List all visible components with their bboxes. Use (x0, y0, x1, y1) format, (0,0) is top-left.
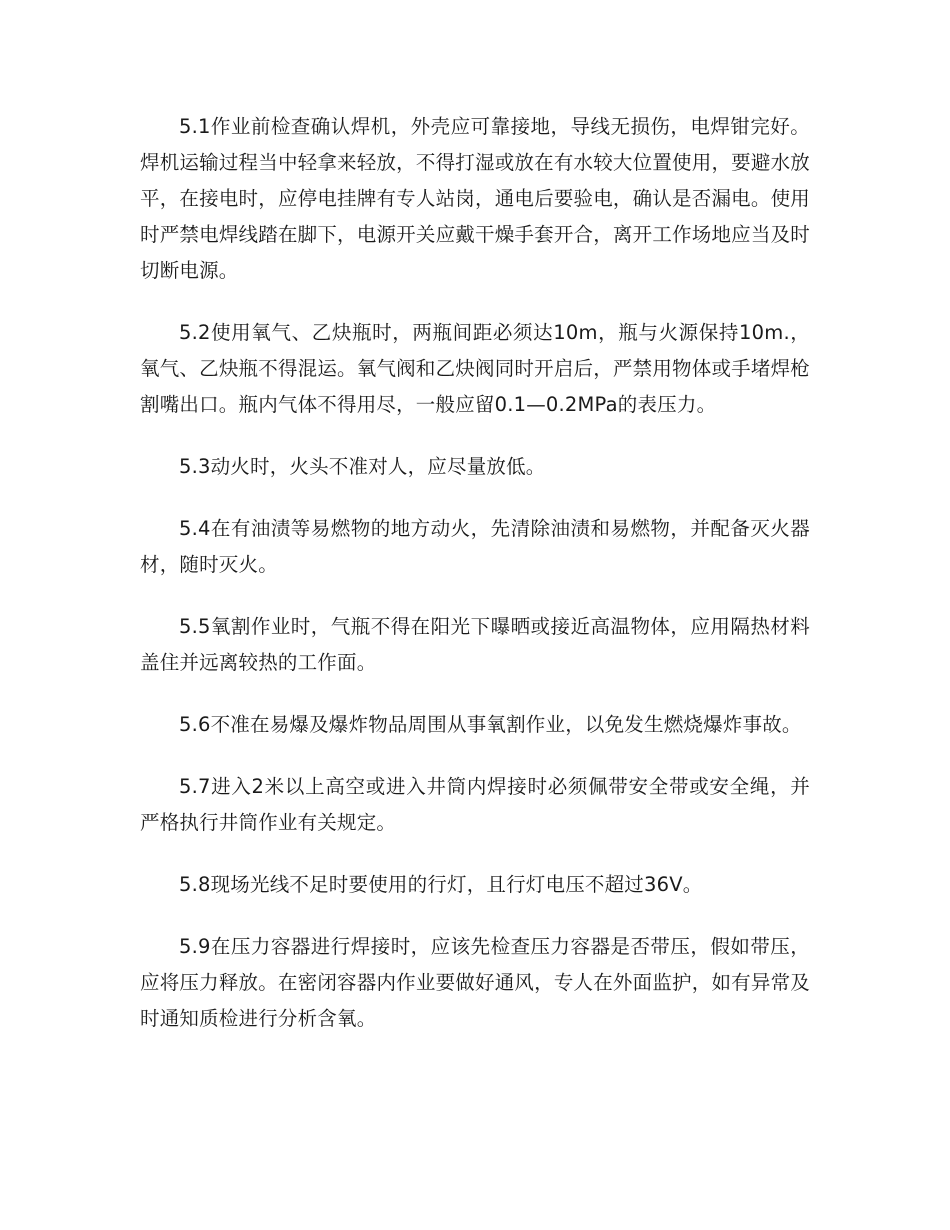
clause-5-8: 5.8现场光线不足时要使用的行灯，且行灯电压不超过36V。 (179, 873, 703, 896)
clause-5-5: 5.5氧割作业时，气瓶不得在阳光下曝晒或接近高温物体，应用隔热材料盖住并远离较热的工作面。 (140, 615, 810, 674)
clause-5-1: 5.1作业前检查确认焊机，外壳应可靠接地，导线无损伤，电焊钳完好。焊机运输过程当中轻拿来轻放，不得打湿或放在有水较大位置使用，要避水放平，在接电时，应停电挂牌有专人站岗，通电后要验电，确认是否漏电。使用时严禁电焊线踏在脚下，电源开关应戴干燥手套开合，离开工作场地应当及时切断电源。 (140, 115, 810, 282)
document-body (140, 109, 810, 1063)
clause-5-7: 5.7进入2米以上高空或进入井筒内焊接时必须佩带安全带或安全绳，并严格执行井筒作业有关规定。 (140, 775, 810, 834)
clause-5-3: 5.3动火时，火头不准对人，应尽量放低。 (179, 455, 546, 478)
clause-5-4: 5.4在有油渍等易燃物的地方动火，先清除油渍和易燃物，并配备灭火器材，随时灭火。 (140, 517, 810, 576)
clause-5-9: 5.9在压力容器进行焊接时，应该先检查压力容器是否带压，假如带压，应将压力释放。在密闭容器内作业要做好通风，专人在外面监护，如有异常及时通知质检进行分析含氧。 (140, 935, 810, 1030)
clause-5-6: 5.6不准在易爆及爆炸物品周围从事氧割作业，以免发生燃烧爆炸事故。 (179, 713, 802, 736)
clause-5-2: 5.2使用氧气、乙炔瓶时，两瓶间距必须达10m，瓶与火源保持10m.，氧气、乙炔瓶不得混运。氧气阀和乙炔阀同时开启后，严禁用物体或手堵焊枪割嘴出口。瓶内气体不得用尽，一般应留0.1—0.2MPa的表压力。 (140, 321, 810, 416)
